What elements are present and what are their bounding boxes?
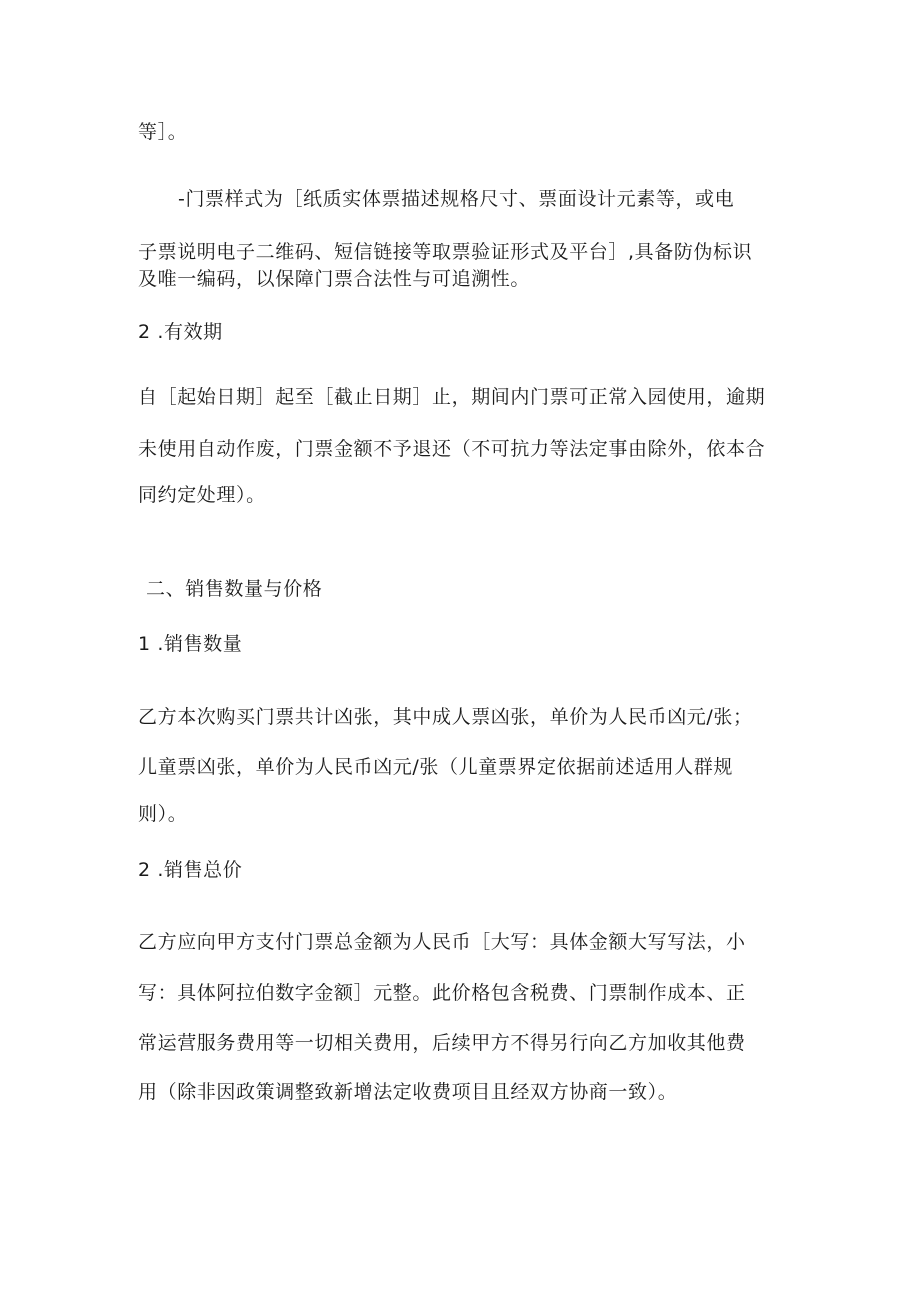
paragraph-line-4: 及唯一编码，以保障门票合法性与可追溯性。 xyxy=(138,268,531,290)
section-heading-quantity: 1 .销售数量 xyxy=(138,633,243,655)
paragraph-line-1: 等］。 xyxy=(138,121,188,143)
section-heading-sales: 二、销售数量与价格 xyxy=(146,578,323,600)
paragraph-line-13: 常运营服务费用等一切相关费用，后续甲方不得另行向乙方加收其他费 xyxy=(138,1032,746,1054)
paragraph-line-2: -门票样式为［纸质实体票描述规格尺寸、票面设计元素等，或电 xyxy=(178,188,735,210)
paragraph-line-10: 则）。 xyxy=(138,803,188,825)
paragraph-line-8: 乙方本次购买门票共计凶张，其中成人票凶张，单价为人民币凶元/张； xyxy=(138,706,753,728)
paragraph-line-3: 子票说明电子二维码、短信链接等取票验证形式及平台］,具备防伪标识 xyxy=(138,241,753,263)
paragraph-line-11: 乙方应向甲方支付门票总金额为人民币［大写：具体金额大写写法，小 xyxy=(138,931,746,953)
paragraph-line-14: 用（除非因政策调整致新增法定收费项目且经双方协商一致）。 xyxy=(138,1081,678,1103)
paragraph-line-6: 未使用自动作废，门票金额不予退还（不可抗力等法定事由除外，依本合 xyxy=(138,438,766,460)
section-heading-total: 2 .销售总价 xyxy=(138,859,243,881)
paragraph-line-9: 儿童票凶张，单价为人民币凶元/张（儿童票界定依据前述适用人群规 xyxy=(138,756,734,778)
paragraph-line-7: 同约定处理）。 xyxy=(138,484,266,506)
section-heading-validity: 2 .有效期 xyxy=(138,321,223,343)
paragraph-line-12: 写：具体阿拉伯数字金额］元整。此价格包含税费、门票制作成本、正 xyxy=(138,982,746,1004)
paragraph-line-5: 自［起始日期］起至［截止日期］止，期间内门票可正常入园使用，逾期 xyxy=(138,386,766,408)
